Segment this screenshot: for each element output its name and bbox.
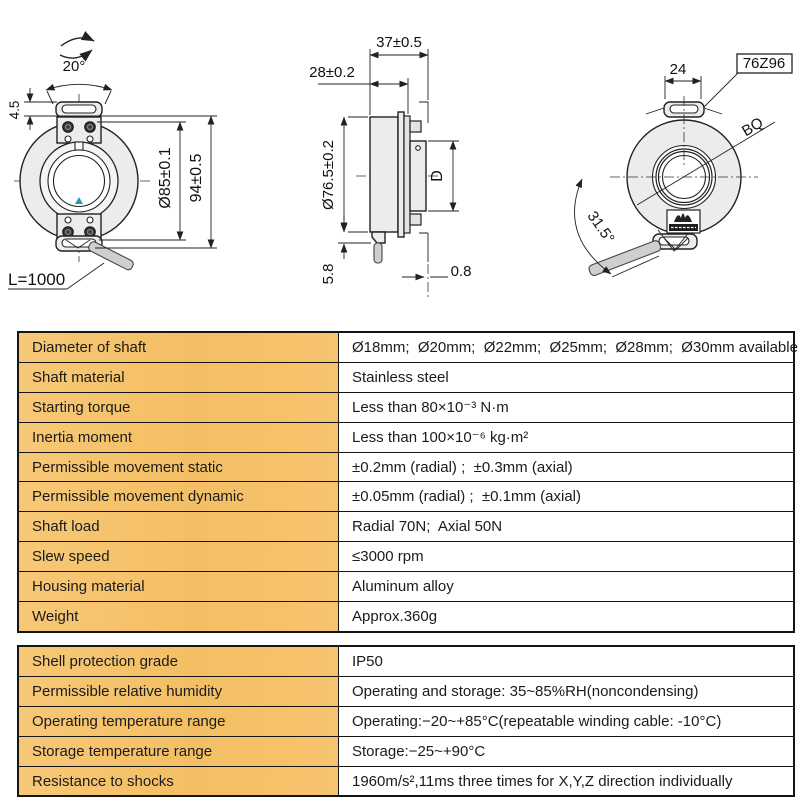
overall-depth-dim: 37±0.5 — [376, 34, 422, 51]
brand-logo-plate — [667, 210, 700, 233]
table-row — [18, 422, 794, 452]
part-code-label: 76Z96 — [742, 55, 786, 72]
rotation-angle-label: 20° — [62, 58, 86, 75]
spec-value-cell: Storage:−25~+90°C — [339, 736, 795, 766]
plate-gap-dim: 0.8 — [450, 263, 472, 280]
table-row — [18, 482, 794, 512]
table-row — [18, 362, 794, 392]
spec-value-cell: ≤3000 rpm — [339, 542, 795, 572]
spec-value-cell: ±0.05mm (radial) ; ±0.1mm (axial) — [339, 482, 795, 512]
table-row — [18, 452, 794, 482]
table-row — [18, 766, 794, 796]
spec-label-cell: Starting torque — [18, 392, 339, 422]
mechanical-spec-table — [17, 331, 798, 633]
spec-label-cell: Operating temperature range — [18, 706, 339, 736]
spec-value-cell: Radial 70N; Axial 50N — [339, 512, 795, 542]
cable-side — [374, 243, 382, 263]
table-row — [18, 676, 794, 706]
table-row — [18, 572, 794, 602]
spec-value-cell: Stainless steel — [339, 362, 795, 392]
spec-label-cell: Shaft load — [18, 512, 339, 542]
tab-height-dim: 4.5 — [7, 100, 22, 120]
spec-label-cell: Weight — [18, 602, 339, 632]
spec-label-cell: Diameter of shaft — [18, 332, 339, 362]
cable-offset-dim: 5.8 — [320, 263, 337, 285]
body-diameter-dim: Ø76.5±0.2 — [320, 140, 337, 210]
table-row — [18, 736, 794, 766]
spec-label-cell: Shaft material — [18, 362, 339, 392]
spec-label-cell: Permissible movement dynamic — [18, 482, 339, 512]
cable-length-label: L=1000 — [8, 270, 66, 289]
spec-label-cell: Permissible movement static — [18, 452, 339, 482]
tab-width-dim: 24 — [669, 61, 687, 78]
spec-value-cell: IP50 — [339, 646, 795, 676]
spec-value-cell: Operating and storage: 35~85%RH(noncondensing) — [339, 676, 795, 706]
body-depth-dim: 28±0.2 — [309, 64, 355, 81]
shaft-diameter-dim: D — [429, 170, 446, 182]
table-row — [18, 646, 794, 676]
spec-label-cell: Resistance to shocks — [18, 766, 339, 796]
overall-height-dim: 94±0.5 — [188, 153, 205, 203]
table-row — [18, 332, 794, 362]
spec-label-cell: Permissible relative humidity — [18, 676, 339, 706]
spec-value-cell: Less than 100×10⁻⁶ kg·m² — [339, 422, 795, 452]
spec-label-cell: Shell protection grade — [18, 646, 339, 676]
spec-value-cell: ±0.2mm (radial) ; ±0.3mm (axial) — [339, 452, 795, 482]
table-row — [18, 392, 794, 422]
spec-value-cell: Operating:−20~+85°C(repeatable winding cable: -10°C) — [339, 706, 795, 736]
table-row — [18, 512, 794, 542]
spec-value-cell: Less than 80×10⁻³ N·m — [339, 392, 795, 422]
front-view-drawing — [7, 38, 217, 289]
table-row — [18, 706, 794, 736]
outer-diameter-dim: Ø85±0.1 — [157, 147, 174, 209]
spec-label-cell: Storage temperature range — [18, 736, 339, 766]
spec-label-cell: Slew speed — [18, 542, 339, 572]
spec-value-cell: Aluminum alloy — [339, 572, 795, 602]
spec-label-cell: Inertia moment — [18, 422, 339, 452]
spec-value-cell: 1960m/s²,11ms three times for X,Y,Z direction individually — [339, 766, 795, 796]
spec-label-cell: Housing material — [18, 572, 339, 602]
encoder-body-side — [370, 117, 398, 232]
spec-value-cell: Ø18mm; Ø20mm; Ø22mm; Ø25mm; Ø28mm; Ø30mm available — [339, 332, 795, 362]
section-label: BQ — [739, 114, 767, 141]
rotation-arrows-icon — [60, 38, 94, 58]
spec-value-cell: Approx.360g — [339, 602, 795, 632]
cable-front — [87, 240, 134, 271]
cable-angle-dim: 31.5° — [583, 208, 618, 247]
technical-drawings — [0, 0, 800, 326]
shaft-collar-side — [410, 141, 426, 211]
table-row — [18, 542, 794, 572]
environment-spec-table — [17, 645, 795, 797]
rear-view-drawing — [575, 54, 792, 277]
side-view-drawing — [309, 34, 471, 298]
table-row — [18, 602, 794, 632]
